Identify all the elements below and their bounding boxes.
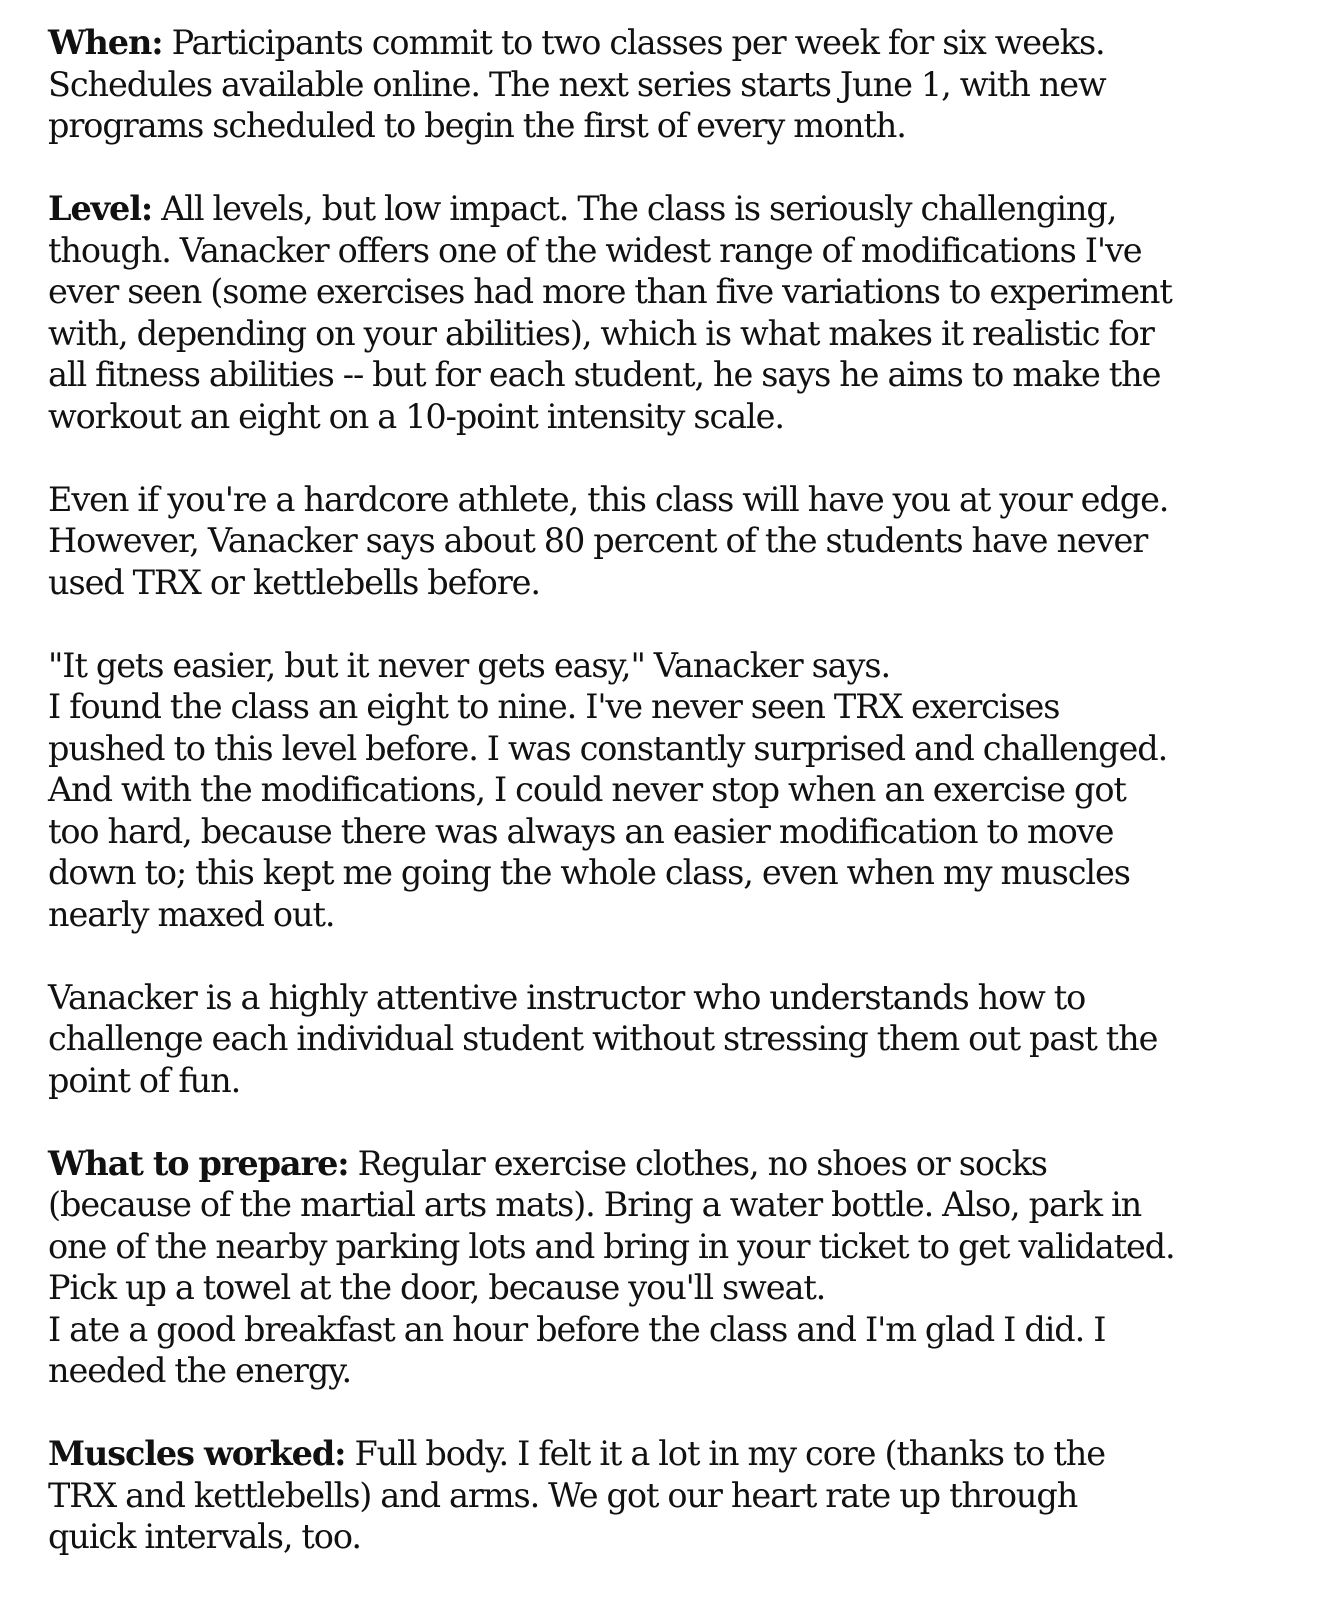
text-line: pushed to this level before. I was constantly surprised and challenged. — [48, 728, 1168, 768]
text-line: I found the class an eight to nine. I've never seen TRX exercises — [48, 687, 1060, 726]
label-what-to-prepare: What to prepare: — [48, 1143, 349, 1183]
text-line: ever seen (some exercises had more than five variations to experiment — [48, 272, 1172, 311]
text-line: nearly maxed out. — [48, 894, 335, 934]
text-line: though. Vanacker offers one of the widest range of modifications I've — [48, 230, 1142, 270]
text-line: down to; this kept me going the whole class, even when my muscles — [48, 853, 1130, 892]
text-line — [48, 22, 1298, 64]
text-run: Regular exercise clothes, no shoes or socks — [348, 1143, 1047, 1183]
text-run: Participants commit to two classes per week for six weeks. — [162, 23, 1105, 62]
text-line: Vanacker is a highly attentive instructor who understands how to — [48, 977, 1086, 1017]
text-line: too hard, because there was always an easier modification to move — [48, 811, 1114, 851]
text-line: Schedules available online. The next series starts June 1, with new — [48, 64, 1106, 104]
text-line — [48, 1143, 1298, 1185]
text-line: point of fun. — [48, 1060, 241, 1100]
text-line — [48, 1433, 1298, 1475]
label-level: Level: — [48, 189, 153, 228]
text-line: "It gets easier, but it never gets easy," Vanacker says. — [48, 645, 891, 685]
text-line: challenge each individual student without stressing them out past the — [48, 1019, 1158, 1058]
text-line: Pick up a towel at the door, because you'll sweat. — [48, 1268, 826, 1307]
paragraph-when — [48, 22, 1298, 147]
article-body — [48, 22, 1298, 1599]
text-line: And with the modifications, I could never stop when an exercise got — [48, 770, 1126, 809]
text-line: Even if you're a hardcore athlete, this class will have you at your edge. — [48, 479, 1169, 519]
text-line: quick intervals, too. — [48, 1517, 361, 1556]
paragraph-quote — [48, 645, 1298, 936]
text-line: However, Vanacker says about 80 percent of the students have never — [48, 521, 1148, 560]
text-line: programs scheduled to begin the first of every month. — [48, 106, 906, 145]
text-line: needed the energy. — [48, 1351, 352, 1390]
text-line: I ate a good breakfast an hour before the class and I'm glad I did. I — [48, 1309, 1106, 1349]
label-muscles-worked: Muscles worked: — [48, 1434, 346, 1473]
paragraph-instructor — [48, 977, 1298, 1102]
text-line: all fitness abilities -- but for each student, he says he aims to make the — [48, 355, 1161, 394]
paragraph-prepare — [48, 1143, 1298, 1392]
text-line: workout an eight on a 10-point intensity scale. — [48, 396, 784, 436]
label-when: When: — [48, 23, 163, 62]
paragraph-level — [48, 188, 1298, 437]
text-line — [48, 188, 1298, 230]
paragraph-athlete — [48, 479, 1298, 604]
text-run: Full body. I felt it a lot in my core (thanks to the — [345, 1434, 1105, 1473]
text-line: (because of the martial arts mats). Bring a water bottle. Also, park in — [48, 1185, 1142, 1224]
text-run: All levels, but low impact. The class is seriously challenging, — [152, 189, 1117, 228]
text-line: TRX and kettlebells) and arms. We got our heart rate up through — [48, 1475, 1078, 1515]
text-line: used TRX or kettlebells before. — [48, 562, 540, 602]
text-line: with, depending on your abilities), which is what makes it realistic for — [48, 313, 1154, 353]
paragraph-muscles — [48, 1433, 1298, 1558]
text-line: one of the nearby parking lots and bring in your ticket to get validated. — [48, 1226, 1175, 1266]
